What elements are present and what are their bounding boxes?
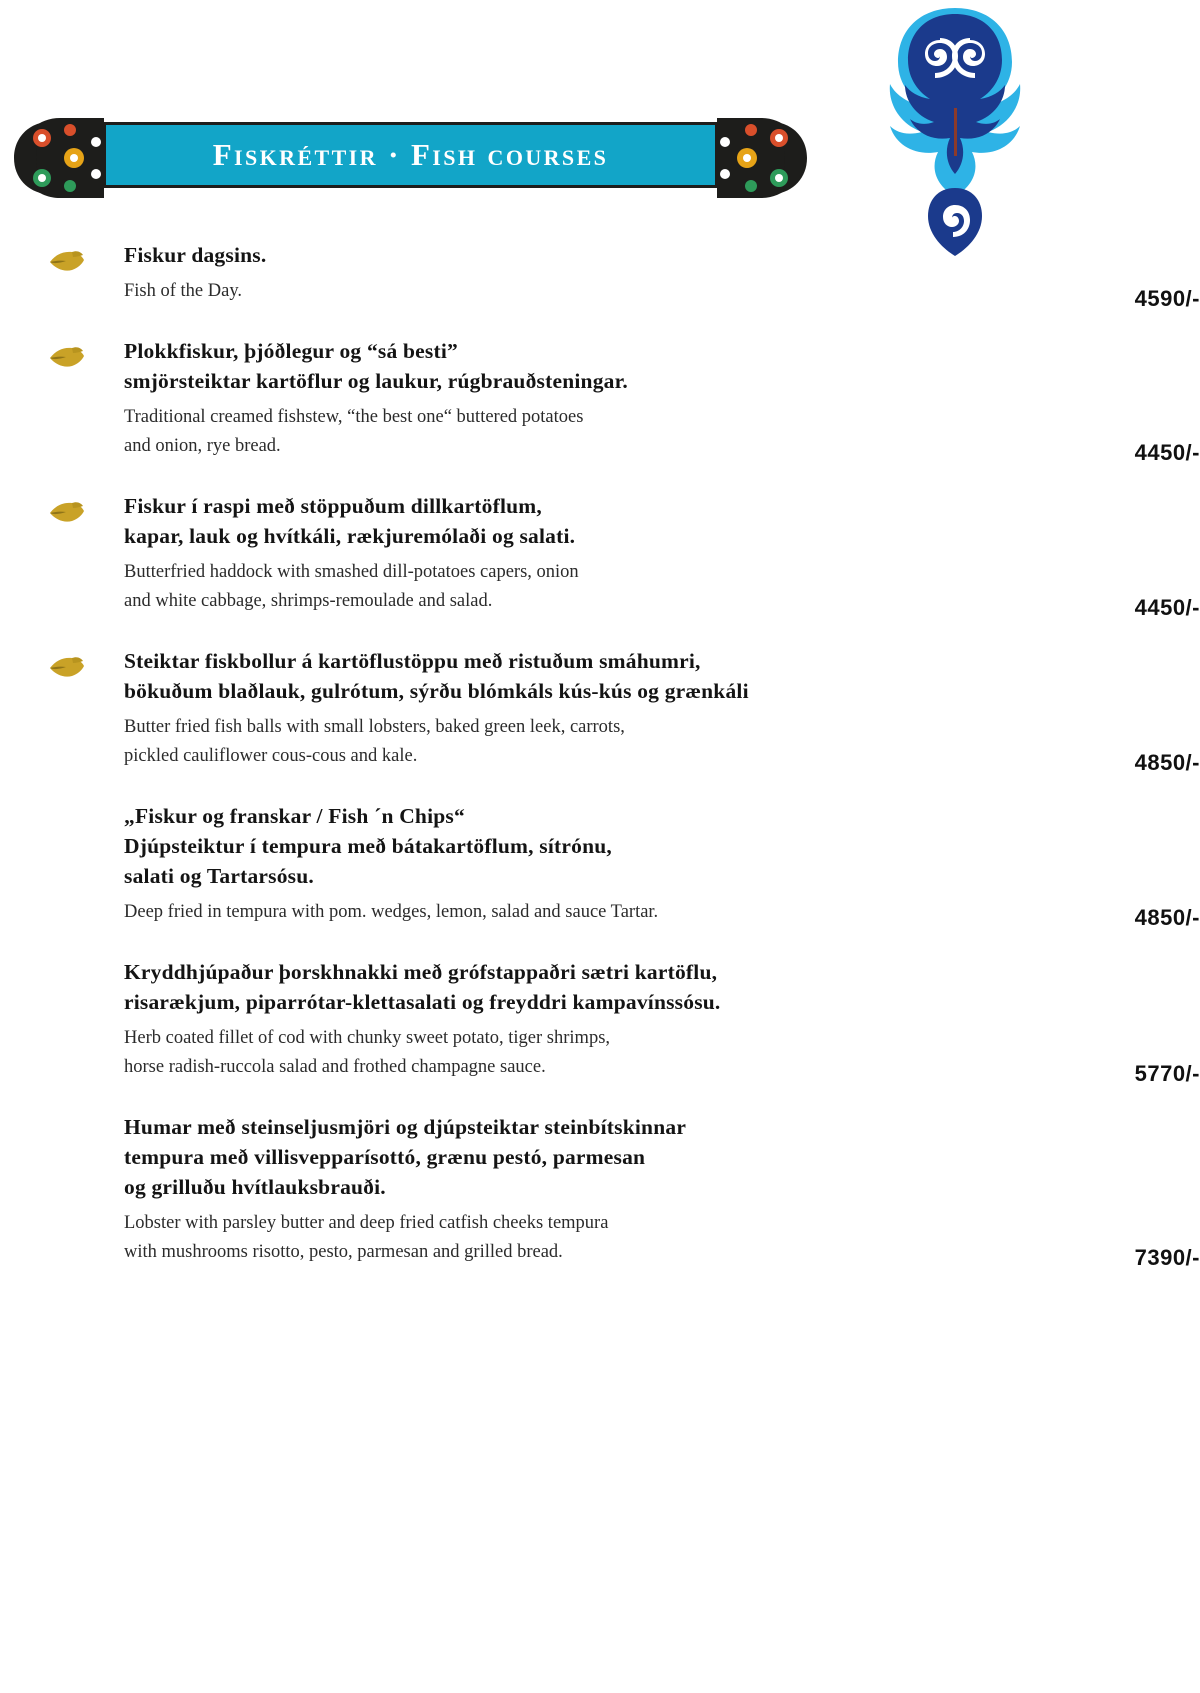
leaf-bullet-icon xyxy=(48,654,86,680)
menu-item-description-line: Butter fried fish balls with small lobsters, baked green leek, carrots, xyxy=(124,717,625,737)
menu-item-description-line: pickled cauliflower cous-cous and kale. xyxy=(124,746,418,766)
menu-item-name-line: Kryddhjúpaður þorskhnakki með grófstappaðri sætri kartöflu, xyxy=(124,960,718,984)
menu-item-name-line: Fiskur dagsins. xyxy=(124,243,267,267)
menu-item xyxy=(0,491,1200,620)
menu-item-description xyxy=(124,898,970,927)
menu-item-price: 7390/- xyxy=(1134,1245,1200,1270)
menu-item-description-line: Fish of the Day. xyxy=(124,281,243,301)
menu-item-name xyxy=(124,646,970,706)
menu-item-body xyxy=(0,957,1200,1086)
menu-item-name-line: „Fiskur og franskar / Fish ´n Chips“ xyxy=(124,804,465,828)
menu-item-description-line: horse radish-ruccola salad and frothed champagne sauce. xyxy=(124,1057,546,1077)
menu-item-description-line: with mushrooms risotto, pesto, parmesan and grilled bread. xyxy=(124,1242,563,1262)
menu-item-body xyxy=(0,240,1200,311)
banner-ornament-right xyxy=(713,112,813,204)
icelandic-floral-ornament xyxy=(870,0,1040,260)
menu-item-description-line: Traditional creamed fishstew, “the best one“ buttered potatoes xyxy=(124,407,584,427)
page-title: Fiskréttir · Fish courses xyxy=(212,137,609,172)
menu-item-name-line: tempura með villisvepparísottó, grænu pestó, parmesan xyxy=(124,1145,646,1169)
menu-item-body xyxy=(0,491,1200,620)
menu-item-name-line: Humar með steinseljusmjöri og djúpsteiktar steinbítskinnar xyxy=(124,1115,687,1139)
menu-item-name xyxy=(124,801,970,891)
menu-item xyxy=(0,801,1200,930)
menu-item-description xyxy=(124,403,970,461)
menu-item-name-line: kapar, lauk og hvítkáli, rækjuremólaði og salati. xyxy=(124,524,576,548)
menu-item xyxy=(0,240,1200,311)
menu-item-name-line: og grilluðu hvítlauksbrauði. xyxy=(124,1175,386,1199)
menu-item-description-line: and white cabbage, shrimps-remoulade and salad. xyxy=(124,591,493,611)
menu-item-description xyxy=(124,1024,970,1082)
menu-item-description xyxy=(124,713,970,771)
menu-item-name-line: Steiktar fiskbollur á kartöflustöppu með ristuðum smáhumri, xyxy=(124,649,701,673)
menu-item-name-line: Plokkfiskur, þjóðlegur og “sá besti” xyxy=(124,339,458,363)
leaf-bullet-icon xyxy=(48,499,86,525)
menu-item-name-line: salati og Tartarsósu. xyxy=(124,864,314,888)
leaf-bullet-icon xyxy=(48,344,86,370)
banner-ornament-left xyxy=(8,112,108,204)
menu-item-body xyxy=(0,336,1200,465)
menu-item-price: 4850/- xyxy=(1134,750,1200,775)
menu-item-name xyxy=(124,336,970,396)
menu-item-name xyxy=(124,240,970,270)
menu-item-name-line: risarækjum, piparrótar-klettasalati og freyddri kampavínssósu. xyxy=(124,990,721,1014)
section-title-bar xyxy=(103,122,718,188)
menu-item-body xyxy=(0,801,1200,930)
menu-item-name-line: Djúpsteiktur í tempura með bátakartöflum, sítrónu, xyxy=(124,834,612,858)
menu-item-name xyxy=(124,1112,970,1202)
menu-item xyxy=(0,1112,1200,1270)
menu-item-name xyxy=(124,957,970,1017)
menu-item xyxy=(0,957,1200,1086)
menu-item-description xyxy=(124,277,970,306)
leaf-bullet-icon xyxy=(48,248,86,274)
menu-item-price: 5770/- xyxy=(1134,1061,1200,1086)
menu-item-body xyxy=(0,1112,1200,1270)
menu-item xyxy=(0,336,1200,465)
menu-item-description-line: Deep fried in tempura with pom. wedges, lemon, salad and sauce Tartar. xyxy=(124,902,659,922)
menu-item-list xyxy=(0,240,1200,1297)
menu-item-price: 4590/- xyxy=(1134,286,1200,311)
menu-item-name-line: smjörsteiktar kartöflur og laukur, rúgbrauðsteningar. xyxy=(124,369,628,393)
menu-item-body xyxy=(0,646,1200,775)
menu-item xyxy=(0,646,1200,775)
menu-item-name-line: bökuðum blaðlauk, gulrótum, sýrðu blómkáls kús-kús og grænkáli xyxy=(124,679,749,703)
menu-item-price: 4850/- xyxy=(1134,905,1200,930)
menu-item-description-line: and onion, rye bread. xyxy=(124,436,281,456)
menu-item-description-line: Butterfried haddock with smashed dill-potatoes capers, onion xyxy=(124,562,579,582)
menu-item-name xyxy=(124,491,970,551)
menu-item-description-line: Herb coated fillet of cod with chunky sweet potato, tiger shrimps, xyxy=(124,1028,611,1048)
menu-item-name-line: Fiskur í raspi með stöppuðum dillkartöflum, xyxy=(124,494,542,518)
section-header-banner xyxy=(8,112,818,204)
menu-item-description xyxy=(124,558,970,616)
menu-item-price: 4450/- xyxy=(1134,440,1200,465)
menu-item-description-line: Lobster with parsley butter and deep fried catfish cheeks tempura xyxy=(124,1213,609,1233)
menu-item-price: 4450/- xyxy=(1134,595,1200,620)
menu-item-description xyxy=(124,1209,970,1267)
